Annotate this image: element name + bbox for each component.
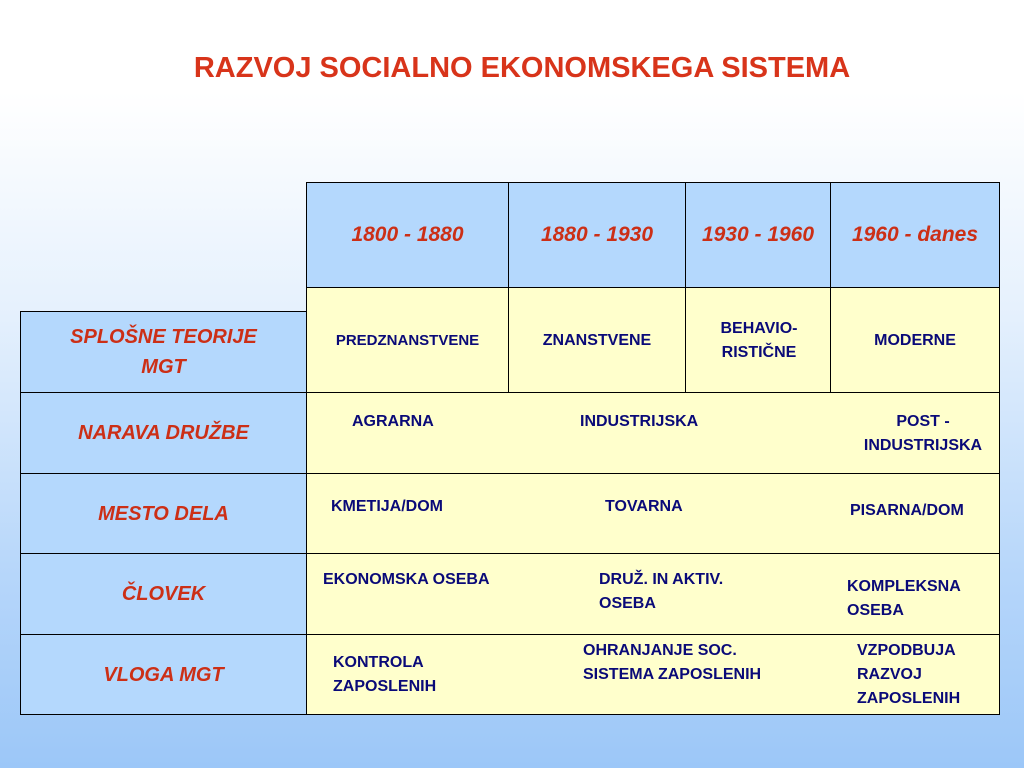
society-cell [306,392,1000,474]
person-druz-aktiv-oseba: DRUŽ. IN AKTIV. OSEBA [599,571,724,612]
role-cell [306,634,1000,715]
row-label-workplace: MESTO DELA [20,473,307,554]
theory-znanstvene: ZNANSTVENE [542,332,652,349]
slide-title: RAZVOJ SOCIALNO EKONOMSKEGA SISTEMA [193,52,851,84]
role-ohranjanje: OHRANJANJE SOC. SISTEMA ZAPOSLENIH [583,642,762,683]
person-kompleksna-oseba: KOMPLEKSNA OSEBA [847,578,961,619]
society-agrarna: AGRARNA [352,413,434,430]
row-label-role: VLOGA MGT [20,634,307,715]
theory-cell-1 [306,287,509,393]
role-kontrola: KONTROLA ZAPOSLENIH [333,654,437,695]
society-post-industrijska: POST - INDUSTRIJSKA [863,413,983,454]
row-label-theories: SPLOŠNE TEORIJE MGT [20,311,307,393]
workplace-pisarna-dom: PISARNA/DOM [850,502,964,519]
theory-cell-4 [830,287,1000,393]
society-industrijska: INDUSTRIJSKA [580,413,699,430]
theory-behavioristicne: BEHAVIO-RISTIČNE [720,320,798,361]
person-cell [306,553,1000,635]
workplace-cell [306,473,1000,554]
period-header-3: 1930 - 1960 [685,182,831,288]
row-label-person: ČLOVEK [20,553,307,635]
theory-cell-3 [685,287,831,393]
row-label-society: NARAVA DRUŽBE [20,392,307,474]
workplace-kmetija-dom: KMETIJA/DOM [331,498,443,515]
person-ekonomska-oseba: EKONOMSKA OSEBA [323,571,490,588]
theory-cell-2 [508,287,686,393]
role-vzpodbuja: VZPODBUJA RAZVOJ ZAPOSLENIH [857,642,961,707]
period-header-1: 1800 - 1880 [306,182,509,288]
theory-moderne: MODERNE [874,332,956,349]
period-header-4: 1960 - danes [830,182,1000,288]
theory-predznanstvene: PREDZNANSTVENE [335,332,480,349]
period-header-2: 1880 - 1930 [508,182,686,288]
workplace-tovarna: TOVARNA [605,498,683,515]
